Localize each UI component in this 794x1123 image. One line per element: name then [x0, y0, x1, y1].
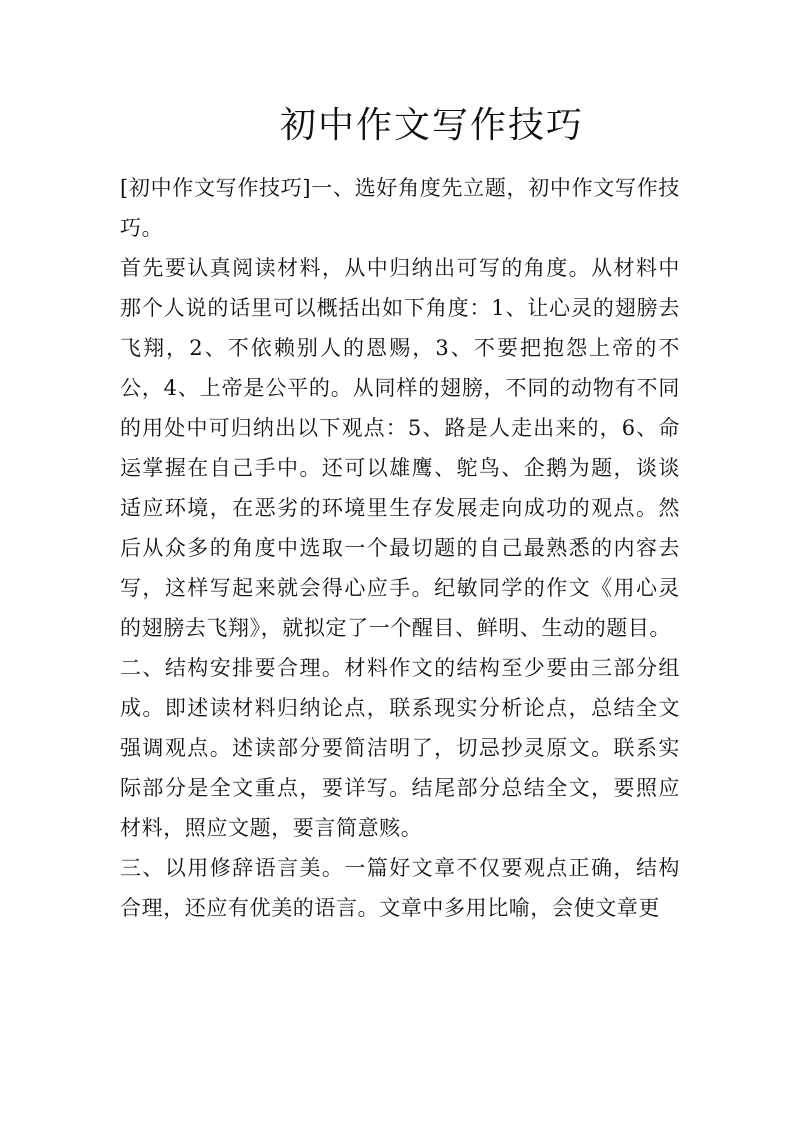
paragraph-rhetoric: 三、以用修辞语言美。一篇好文章不仅要观点正确，结构合理，还应有优美的语言。文章中多用比喻，会使文章更	[120, 856, 680, 920]
document-title: 初中作文写作技巧	[279, 105, 584, 146]
paragraph-angle: 首先要认真阅读材料，从中归纳出可写的角度。从材料中那个人说的话里可以概括出如下角度：1、让心灵的翅膀去飞翔，2、不依赖别人的恩赐，3、不要把抱怨上帝的不公，4、上帝是公平的。从同样的翅膀，不同的动物有不同的用处中可归纳出以下观点：5、路是人走出来的，6、命运掌握在自己手中。还可以雄鹰、鸵鸟、企鹅为题，谈谈适应环境，在恶劣的环境里生存发展走向成功的观点。然后从众多的角度中选取一个最切题的自己最熟悉的内容去写，这样写起来就会得心应手。纪敏同学的作文《用心灵的翅膀去飞翔》，就拟定了一个醒目、鲜明、生动的题目。	[120, 256, 680, 640]
document-body	[120, 168, 680, 928]
paragraph-structure: 二、结构安排要合理。材料作文的结构至少要由三部分组成。即述读材料归纳论点，联系现实分析论点，总结全文强调观点。述读部分要简洁明了，切忌抄灵原文。联系实际部分是全文重点，要详写。结尾部分总结全文，要照应材料，照应文题，要言简意赅。	[120, 656, 680, 840]
paragraph-intro: [初中作文写作技巧]一、选好角度先立题，初中作文写作技巧。	[120, 176, 680, 240]
